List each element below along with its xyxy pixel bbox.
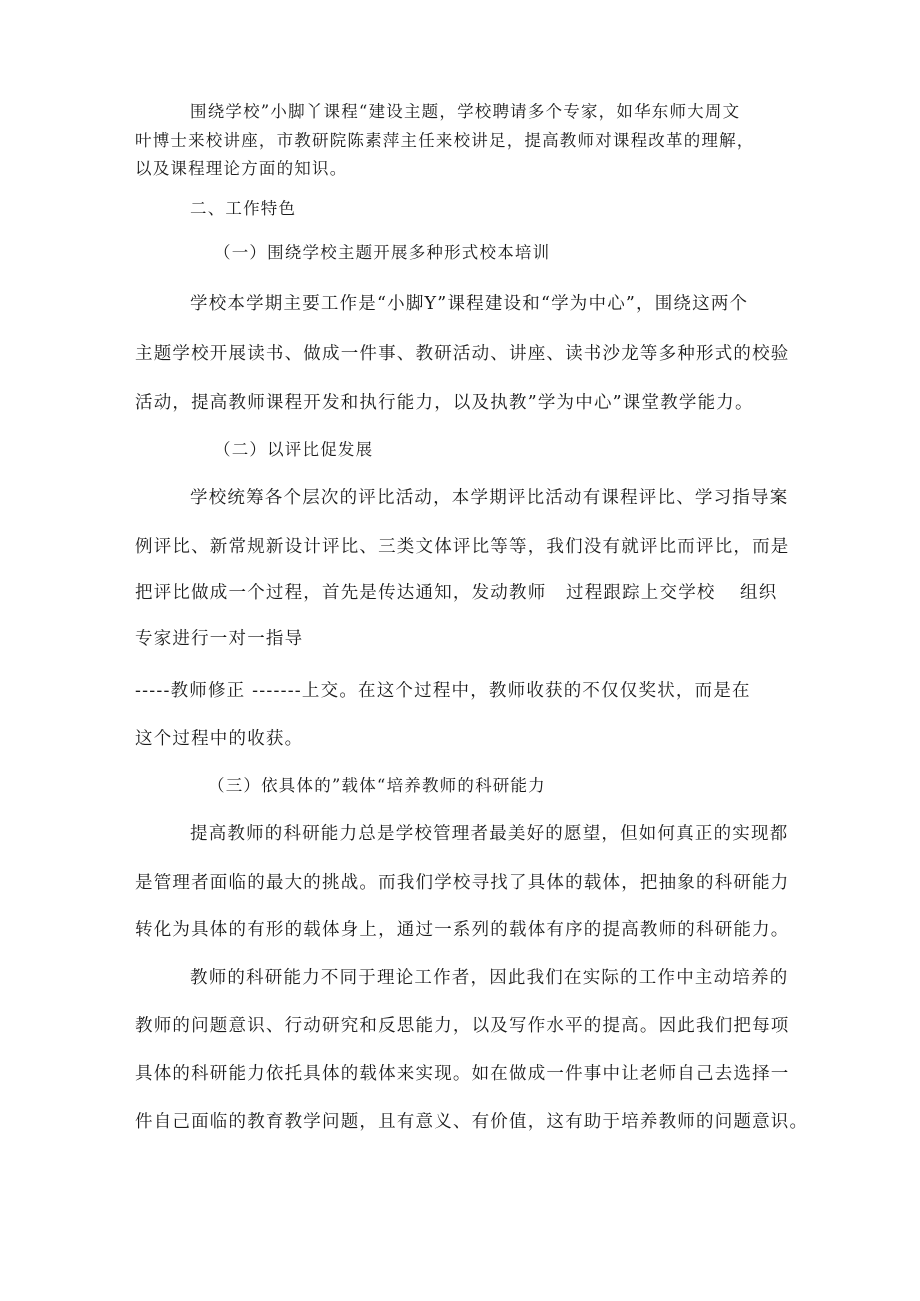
intro-line-2: 叶博士来校讲座，市教研院陈素萍主任来校讲足，提高教师对课程改革的理解，	[135, 131, 755, 150]
sub2-line-3a: 把评比做成一个过程，首先是传达通知，发动教师	[135, 583, 547, 603]
sub3-p1-line-3: 转化为具体的有形的载体身上，通过一系列的载体有序的提高教师的科研能力。	[135, 920, 790, 940]
sub2-line-4: 专家进行一对一指导	[135, 629, 304, 649]
sub2-line-5: -----教师修正 -------上交。在这个过程中，教师收获的不仅仅奖状，而是在	[135, 681, 751, 701]
sub3-p1-line-2: 是管理者面临的最大的挑战。而我们学校寻找了具体的载体，把抽象的科研能力	[135, 873, 790, 893]
subsection-2-heading: （二）以评比促发展	[214, 440, 374, 459]
sub2-line-1: 学校统筹各个层次的评比活动，本学期评比活动有课程评比、学习指导案	[190, 488, 789, 508]
sub3-p2-line-4: 件自己面临的教育教学问题，且有意义、有价值，这有助于培养教师的问题意识。	[135, 1112, 809, 1132]
sub1-line-1: 学校本学期主要工作是“小脚Y”课程建设和“学为中心”，围绕这两个	[190, 294, 749, 314]
subsection-1-heading: （一）围绕学校主题开展多种形式校本培训	[214, 243, 551, 262]
sub2-line-3c: 组织	[740, 583, 778, 603]
sub3-p1-line-1: 提高教师的科研能力总是学校管理者最美好的愿望，但如何真正的实现都	[190, 824, 789, 844]
sub3-p2-line-1: 教师的科研能力不同于理论工作者，因此我们在实际的工作中主动培养的	[190, 968, 789, 988]
intro-line-3: 以及课程理论方面的知识。	[135, 159, 348, 178]
sub1-line-3: 活动，提高教师课程开发和执行能力，以及执教”学为中心”课堂教学能力。	[135, 393, 754, 413]
sub2-line-2: 例评比、新常规新设计评比、三类文体评比等等，我们没有就评比而评比，而是	[135, 537, 790, 557]
intro-line-1: 围绕学校”小脚丫课程“建设主题，学校聘请多个专家，如华东师大周文	[190, 102, 741, 121]
sub3-p2-line-2: 教师的问题意识、行动研究和反思能力，以及写作水平的提高。因此我们把每项	[135, 1016, 790, 1036]
sub2-line-6: 这个过程中的收获。	[135, 729, 304, 749]
section-heading: 二、工作特色	[190, 199, 297, 218]
sub3-p2-line-3: 具体的科研能力依托具体的载体来实现。如在做成一件事中让老师自己去选择一	[135, 1064, 790, 1084]
sub1-line-2: 主题学校开展读书、做成一件事、教研活动、讲座、读书沙龙等多种形式的校验	[135, 344, 790, 364]
sub2-line-3b: 过程跟踪上交学校	[566, 583, 716, 603]
subsection-3-heading: （三）依具体的”载体“培养教师的科研能力	[208, 776, 546, 795]
